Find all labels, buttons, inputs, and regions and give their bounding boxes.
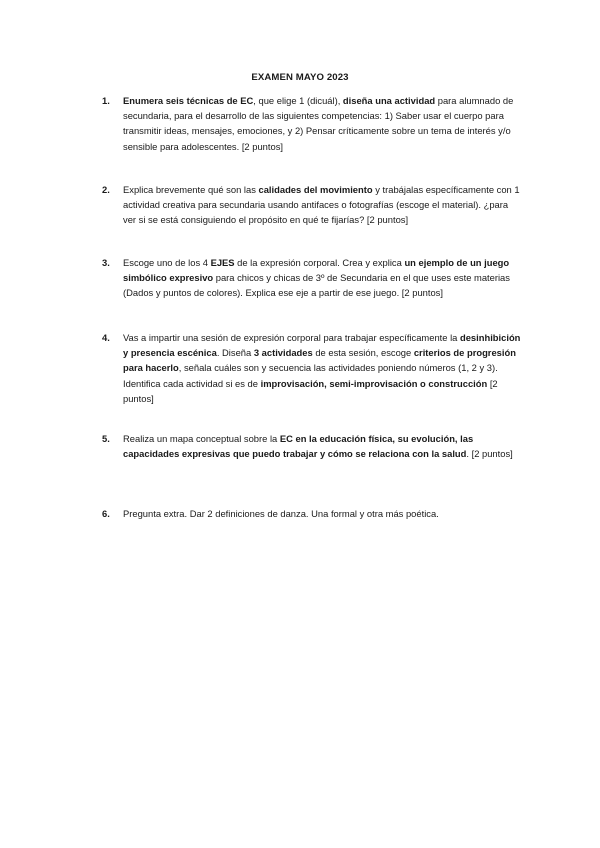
question-segment: . Diseña <box>216 347 254 359</box>
question-text <box>123 255 523 301</box>
question-segment: de la expresión corporal. Crea y explica <box>234 257 405 268</box>
question-number: 6. <box>102 508 110 519</box>
question-segment: Explica brevemente qué son las <box>123 184 259 195</box>
question-segment: . [2 puntos] <box>466 448 513 460</box>
question-segment: Realiza un mapa conceptual sobre la <box>123 433 280 444</box>
question-segment: [2 puntos] <box>123 377 498 404</box>
question-text <box>123 506 523 521</box>
question-number: 4. <box>102 332 110 343</box>
question-segment: desinhibición y presencia escénica <box>123 332 521 359</box>
question-segment: improvisación, semi-improvisación o construcción <box>260 377 488 389</box>
question-segment: para chicos y chicas de 3º de Secundaria en el que uses este materias (Dados y puntos de colores). Explica ese eje a partir de ese juego. [2 puntos] <box>123 272 510 299</box>
question-segment: Escoge uno de los 4 <box>123 257 211 268</box>
question-segment: de esta sesión, escoge <box>312 347 414 359</box>
question-6 <box>103 506 523 521</box>
question-number: 3. <box>102 257 110 268</box>
question-text <box>123 93 523 154</box>
question-segment: , señala cuáles son y secuencia las actividades poniendo números (1, 2 y 3). Identifica cada actividad si es de <box>123 362 498 389</box>
question-segment: criterios de progresión para hacerlo <box>123 347 516 374</box>
question-segment: EJES <box>210 257 235 268</box>
question-segment: diseña una actividad <box>342 95 436 106</box>
question-segment: , que elige 1 (dicuál), <box>253 95 343 106</box>
question-segment: 3 actividades <box>253 347 313 359</box>
exam-title: EXAMEN MAYO 2023 <box>251 72 349 83</box>
question-5 <box>103 431 523 461</box>
question-4 <box>103 330 523 406</box>
question-text <box>123 182 523 228</box>
question-2 <box>103 182 523 228</box>
question-segment: y trabájalas específicamente con 1 actividad creativa para secundaria usando antifaces o fotografías (escoge el material). ¿para ver si se está consiguiendo el propósito en qué te fijarías? [2 puntos] <box>123 184 520 226</box>
question-segment: un ejemplo de un juego simbólico expresivo <box>123 257 510 284</box>
question-segment: calidades del movimiento <box>258 184 373 195</box>
question-segment: Pregunta extra. Dar 2 definiciones de danza. Una formal y otra más poética. <box>123 508 439 519</box>
question-segment: Enumera seis técnicas de EC <box>123 95 254 106</box>
question-number: 1. <box>102 95 110 106</box>
question-3 <box>103 255 523 301</box>
question-number: 2. <box>102 184 110 195</box>
question-segment: Vas a impartir una sesión de expresión corporal para trabajar específicamente la <box>123 332 460 343</box>
question-text <box>123 330 523 406</box>
question-segment: para alumnado de secundaria, para el desarrollo de las siguientes competencias: 1) Saber usar el cuerpo para transmitir ideas, mensajes, emociones, y 2) Pensar críticamente sobre un tema de interés y/o sensible para adolescentes. [2 puntos] <box>123 95 514 152</box>
question-number: 5. <box>102 433 110 444</box>
question-text <box>123 431 523 461</box>
question-segment: EC en la educación física, su evolución, las capacidades expresivas que puedo trabajar y cómo se relaciona con la salud <box>123 433 474 460</box>
question-1 <box>103 93 523 154</box>
